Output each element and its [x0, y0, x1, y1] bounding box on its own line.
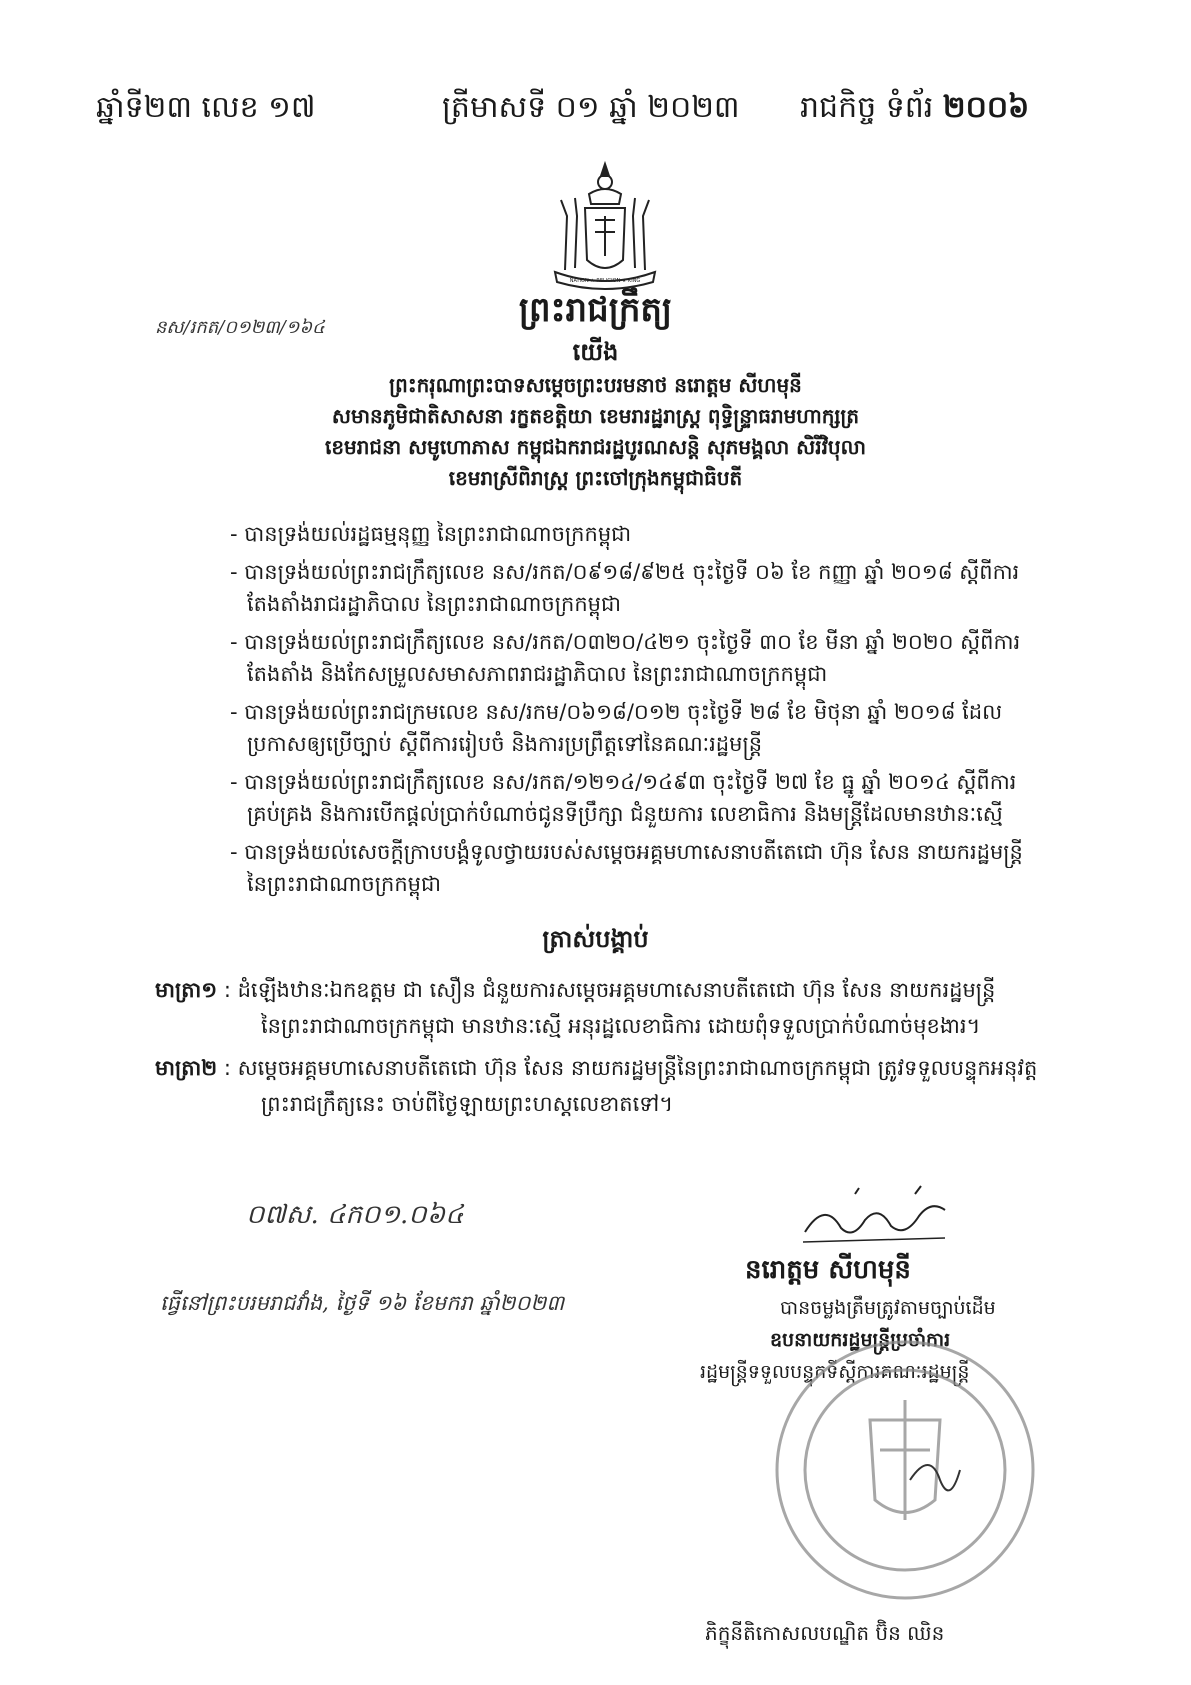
- registration-number: ០៧ស. ៤ក០១.០៦៤: [246, 1200, 464, 1230]
- preamble-item: [230, 518, 1090, 550]
- preamble-line: នៃព្រះរាជាណាចក្រកម្ពុជា: [247, 872, 442, 896]
- decree-heading: ត្រាស់បង្គាប់: [542, 925, 649, 953]
- preamble-line: - បានទ្រង់យល់ព្រះរាជក្រមលេខ នស/រកម/០៦១៨/០១២ ចុះថ្ងៃទី ២៨ ខែ មិថុនា ឆ្នាំ ២០១៨ ដែល: [230, 700, 1003, 724]
- preamble-line: - បានទ្រង់យល់ព្រះរាជក្រឹត្យលេខ នស/រកត/១២១៤/១៤៩៣ ចុះថ្ងៃទី ២៧ ខែ ធ្នូ ឆ្នាំ ២០១៤ ស្តីពីការ: [230, 770, 1017, 794]
- page-label: រាជកិច្ច ទំព័រ: [800, 90, 934, 125]
- article-text: នៃព្រះរាជាណាចក្រកម្ពុជា មានឋានៈស្មើ អនុរដ្ឋលេខាធិការ ដោយពុំទទួលប្រាក់បំណាច់មុខងារ។: [261, 1014, 981, 1038]
- preamble-item: [230, 696, 1090, 760]
- page-number: ២០០៦: [942, 90, 1030, 125]
- preamble-line: គ្រប់គ្រង និងការបើកផ្តល់ប្រាក់បំណាច់ជូនទីប្រឹក្សា ជំនួយការ លេខាធិការ និងមន្ត្រីដែលមានឋានៈស្មើ: [247, 802, 1003, 826]
- article-text: : ដំឡើងឋានៈឯកឧត្តម ជា សឿន ជំនួយការសម្តេចអគ្គមហាសេនាបតីតេជោ ហ៊ុន សែន នាយករដ្ឋមន្ត្រី: [223, 978, 996, 1002]
- preamble-line: តែងតាំង និងកែសម្រួលសមាសភាពរាជរដ្ឋាភិបាល នៃព្រះរាជាណាចក្រកម្ពុជា: [247, 662, 828, 686]
- place-and-date: ធ្វើនៅព្រះបរមរាជវាំង, ថ្ងៃទី ១៦ ខែមករា ឆ្នាំ២០២៣: [160, 1291, 565, 1315]
- preamble-item: [230, 556, 1090, 620]
- article-label: មាត្រា១: [155, 978, 218, 1002]
- gazette-page: [800, 88, 1029, 128]
- article-2: [155, 1050, 1100, 1122]
- preamble-item: [230, 766, 1090, 830]
- preamble-item: [230, 626, 1090, 690]
- preamble-line: - បានទ្រង់យល់ព្រះរាជក្រឹត្យលេខ នស/រកត/០៩១៨/៩២៥ ចុះថ្ងៃទី ០៦ ខែ កញ្ញា ឆ្នាំ ២០១៨ ស្តីពីការ: [230, 560, 1020, 584]
- preamble-item: [230, 836, 1090, 900]
- preamble-line: ប្រកាសឲ្យប្រើច្បាប់ ស្តីពីការរៀបចំ និងការប្រព្រឹត្តទៅនៃគណៈរដ្ឋមន្ត្រី: [247, 732, 763, 756]
- royal-title-line: សមានភូមិជាតិសាសនា រក្ខតខត្តិយា ខេមរារដ្ឋរាស្ត្រ ពុទ្ធិន្ទ្រាធរាមហាក្សត្រ: [331, 404, 860, 428]
- royal-coat-of-arms-icon: [545, 160, 665, 295]
- royal-title-line: ព្រះករុណាព្រះបាទសម្តេចព្រះបរមនាថ នរោត្តម សីហមុនី: [389, 373, 802, 397]
- preamble-line: - បានទ្រង់យល់សេចក្តីក្រាបបង្គំទូលថ្វាយរបស់សម្តេចអគ្គមហាសេនាបតីតេជោ ហ៊ុន សែន នាយករដ្ឋមន្ត្រី: [230, 840, 1023, 864]
- article-1: [155, 972, 1100, 1044]
- official-seal-icon: [760, 1330, 1050, 1610]
- preamble-line: តែងតាំងរាជរដ្ឋាភិបាល នៃព្រះរាជាណាចក្រកម្ពុជា: [247, 592, 621, 616]
- royal-title-line: ខេមរាស្រីពិរាស្ត្រ ព្រះចៅក្រុងកម្ពុជាធិបតី: [448, 466, 743, 490]
- minister-line: រដ្ឋមន្ត្រីទទួលបន្ទុកទីស្តីការគណៈរដ្ឋមន្ត្រី: [700, 1361, 970, 1383]
- deputy-pm-line: ឧបនាយករដ្ឋមន្ត្រីប្រចាំការ: [770, 1329, 951, 1351]
- decree-reference: នស/រកត/០១២៣/១៦៤: [155, 317, 325, 338]
- preamble-line: - បានទ្រង់យល់ព្រះរាជក្រឹត្យលេខ នស/រកត/០៣២០/៤២១ ចុះថ្ងៃទី ៣០ ខែ មីនា ឆ្នាំ ២០២០ ស្តីពីការ: [230, 630, 1021, 654]
- gazette-issue: ឆ្នាំទី២៣ លេខ ១៧: [96, 90, 316, 125]
- emblem-motto: NATION ★ RELIGION ★ KING: [569, 278, 641, 284]
- article-text: ព្រះរាជក្រឹត្យនេះ ចាប់ពីថ្ងៃឡាយព្រះហស្តលេខាតទៅ។: [261, 1092, 674, 1116]
- royal-title-line: ខេមរាជនា សមូហោភាស កម្ពុជឯករាជរដ្ឋបូរណសន្តិ សុភមង្គលា សិរីវិបុលា: [324, 435, 867, 459]
- gazette-quarter: ត្រីមាសទី ០១ ឆ្នាំ ២០២៣: [442, 90, 740, 125]
- certifier-line: ភិក្ខុនីតិកោសលបណ្ឌិត ប៊ិន ឈិន: [705, 1621, 945, 1645]
- document-title: ព្រះរាជក្រឹត្យ: [518, 290, 673, 330]
- royal-signature: [795, 1180, 955, 1250]
- article-text: : សម្តេចអគ្គមហាសេនាបតីតេជោ ហ៊ុន សែន នាយករដ្ឋមន្ត្រីនៃព្រះរាជាណាចក្រកម្ពុជា ត្រូវទទួលបន្ទុកអនុវត្ត: [223, 1056, 1038, 1080]
- preamble-line: - បានទ្រង់យល់រដ្ឋធម្មនុញ្ញ នៃព្រះរាជាណាចក្រកម្ពុជា: [230, 522, 632, 546]
- certified-copy-line: បានចម្លងត្រឹមត្រូវតាមច្បាប់ដើម: [780, 1297, 996, 1319]
- we-heading: យើង: [572, 338, 619, 366]
- article-label: មាត្រា២: [155, 1056, 218, 1080]
- signer-name: នរោត្តម សីហមុនី: [745, 1255, 911, 1285]
